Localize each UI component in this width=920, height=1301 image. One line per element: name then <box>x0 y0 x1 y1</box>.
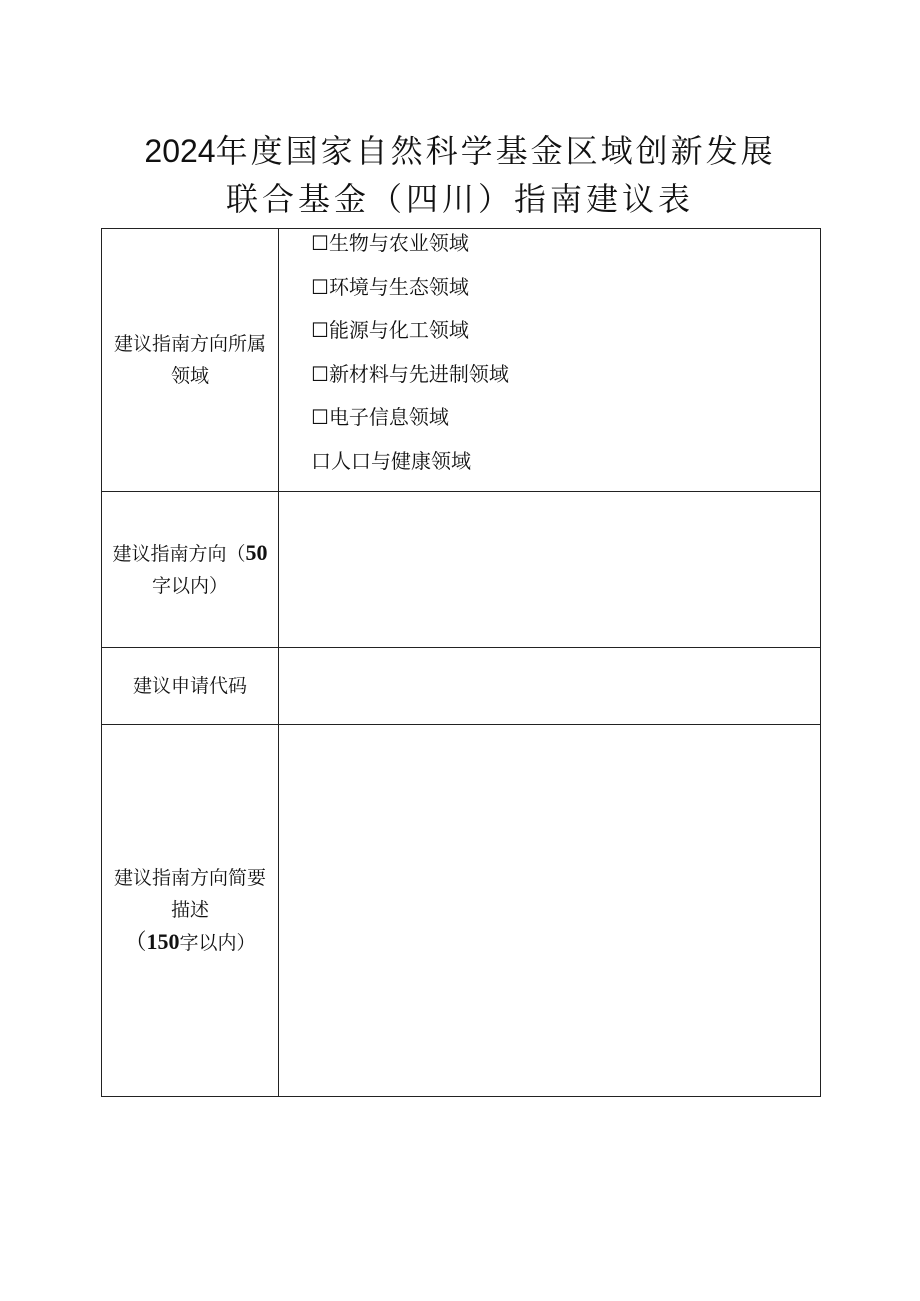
option-population-health[interactable] <box>311 447 820 491</box>
code-row <box>102 647 821 724</box>
option-label: 能源与化工领域 <box>328 318 469 343</box>
description-label-line1: 建议指南方向简要 <box>113 866 266 889</box>
direction-row <box>102 491 821 647</box>
description-label-line3 <box>102 926 278 959</box>
title-year: 2024 <box>144 133 216 169</box>
option-label: 生物与农业领域 <box>328 231 469 255</box>
title-line1-text: 年度国家自然科学基金区域创新发展 <box>215 132 776 170</box>
option-label: 电子信息领域 <box>328 405 449 430</box>
direction-label-line1 <box>102 537 278 570</box>
domain-row <box>102 229 821 492</box>
direction-label-line2: 字以内） <box>151 574 228 597</box>
code-input-cell[interactable] <box>279 647 821 724</box>
domain-label-line2: 领域 <box>170 364 209 387</box>
option-energy-chemical[interactable] <box>311 316 820 360</box>
checkbox-icon[interactable]: ☐ <box>311 318 329 343</box>
option-label: 人口与健康领域 <box>331 448 471 473</box>
checkbox-icon[interactable]: ☐ <box>311 231 329 255</box>
direction-input-cell[interactable] <box>279 491 821 647</box>
form-title-line2: 联合基金（四川）指南建议表 <box>225 180 694 218</box>
option-label: 新材料与先进制领域 <box>328 361 509 386</box>
checkbox-icon[interactable]: ☐ <box>311 274 329 299</box>
form-title-line1 <box>0 126 920 172</box>
description-input-cell[interactable] <box>279 724 821 1096</box>
code-label: 建议申请代码 <box>102 647 279 724</box>
option-new-materials[interactable] <box>311 360 820 404</box>
checkbox-icon[interactable]: ☐ <box>311 361 329 386</box>
open-paren: （ <box>124 929 147 955</box>
suggestion-form-table <box>101 228 821 1097</box>
description-row <box>102 724 821 1096</box>
description-limit-suffix: 字以内） <box>179 931 256 954</box>
checkbox-icon[interactable]: ☐ <box>311 405 329 430</box>
checkbox-icon[interactable]: 口 <box>311 448 331 473</box>
option-biology-agriculture[interactable] <box>311 229 820 273</box>
option-environment-ecology[interactable] <box>311 273 820 317</box>
direction-char-limit: 50 <box>245 539 268 565</box>
domain-options <box>279 229 820 491</box>
direction-label <box>102 491 279 647</box>
description-char-limit: 150 <box>146 928 180 954</box>
description-label-line2: 描述 <box>170 898 209 921</box>
domain-label <box>102 229 279 492</box>
option-electronics-information[interactable] <box>311 403 820 447</box>
domain-label-line1: 建议指南方向所属 <box>113 332 266 355</box>
domain-options-cell <box>279 229 821 492</box>
description-label <box>102 724 279 1096</box>
direction-label-text: 建议指南方向（ <box>112 542 246 565</box>
option-label: 环境与生态领域 <box>328 274 469 299</box>
